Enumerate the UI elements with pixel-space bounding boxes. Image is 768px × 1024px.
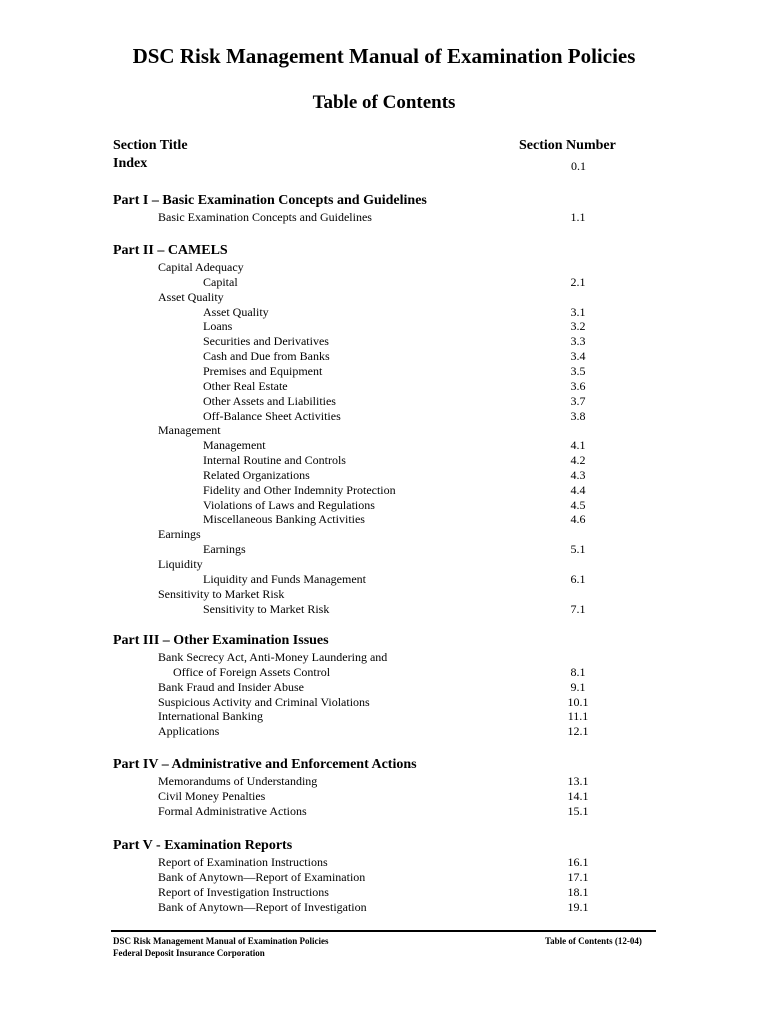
section-number: 15.1 xyxy=(567,803,589,818)
section-number: 3.2 xyxy=(570,319,586,334)
section-number: 12.1 xyxy=(567,724,589,739)
entry-title: Bank of Anytown—Report of Examination xyxy=(158,869,366,884)
toc-entry[interactable] xyxy=(0,527,768,542)
part-title: Part V - Examination Reports xyxy=(113,838,293,853)
section-number: 1.1 xyxy=(570,210,586,224)
toc-entry[interactable] xyxy=(0,709,768,724)
toc-entry[interactable] xyxy=(0,870,768,885)
toc-entry[interactable] xyxy=(0,468,768,483)
entry-title: Suspicious Activity and Criminal Violations xyxy=(158,694,370,709)
entry-title: Capital xyxy=(203,274,238,289)
toc-entry[interactable] xyxy=(0,453,768,468)
section-number: 3.4 xyxy=(570,349,586,364)
entry-title: Violations of Laws and Regulations xyxy=(203,497,375,512)
section-number: 17.1 xyxy=(567,869,589,884)
toc-entry[interactable] xyxy=(0,665,768,680)
section-number: 19.1 xyxy=(567,899,589,914)
toc-entry[interactable] xyxy=(0,349,768,364)
toc-entry[interactable] xyxy=(0,210,768,225)
toc-entry[interactable] xyxy=(0,587,768,602)
entry-title: Other Real Estate xyxy=(203,378,288,393)
section-number: 4.6 xyxy=(570,512,586,527)
toc-entry[interactable] xyxy=(0,680,768,695)
toc-part-heading xyxy=(0,243,768,258)
section-number-column-header: Section Number xyxy=(519,138,616,153)
toc-entry[interactable] xyxy=(0,275,768,290)
toc-part-heading xyxy=(0,757,768,772)
section-number: 14.1 xyxy=(567,788,589,803)
entry-title: Bank Secrecy Act, Anti-Money Laundering and xyxy=(158,650,388,664)
toc-entry[interactable] xyxy=(0,260,768,275)
section-number: 4.2 xyxy=(570,453,586,468)
section-number: 4.1 xyxy=(570,438,586,453)
entry-title: Sensitivity to Market Risk xyxy=(158,586,285,601)
toc-entry[interactable] xyxy=(0,774,768,789)
entry-title: Miscellaneous Banking Activities xyxy=(203,512,365,527)
toc-entry[interactable] xyxy=(0,695,768,710)
section-number: 4.5 xyxy=(570,497,586,512)
section-number: 6.1 xyxy=(570,571,586,586)
toc-entry[interactable] xyxy=(0,900,768,915)
section-number: 4.4 xyxy=(570,482,586,497)
toc-entry[interactable] xyxy=(0,319,768,334)
entry-title: Related Organizations xyxy=(203,467,310,482)
section-number: 10.1 xyxy=(567,694,589,709)
entry-title: Sensitivity to Market Risk xyxy=(203,601,330,616)
part-title: Part II – CAMELS xyxy=(113,243,228,258)
entry-title: Earnings xyxy=(158,527,201,542)
section-number: 3.8 xyxy=(570,408,586,423)
footer-manual-title: DSC Risk Management Manual of Examination Policies xyxy=(113,936,329,946)
entry-title: Applications xyxy=(158,724,220,739)
entry-title: Liquidity and Funds Management xyxy=(203,571,366,586)
entry-title: Management xyxy=(158,423,221,438)
section-number: 7.1 xyxy=(570,601,586,616)
section-title-column-header: Section Title xyxy=(113,138,188,153)
part-title: Part III – Other Examination Issues xyxy=(113,633,329,648)
section-number: 2.1 xyxy=(570,274,586,289)
section-number: 3.3 xyxy=(570,334,586,349)
part-title: Part I – Basic Examination Concepts and Guidelines xyxy=(113,193,427,208)
entry-title: Earnings xyxy=(203,542,246,557)
entry-title: Management xyxy=(203,438,266,453)
entry-title: Bank of Anytown—Report of Investigation xyxy=(158,899,367,914)
entry-title: International Banking xyxy=(158,709,263,724)
toc-entry[interactable] xyxy=(0,602,768,617)
toc-part-heading xyxy=(0,193,768,208)
footer-page-label: Table of Contents (12-04) xyxy=(545,936,642,946)
entry-title: Basic Examination Concepts and Guidelines xyxy=(158,210,372,224)
table-of-contents-heading: Table of Contents xyxy=(312,92,456,113)
entry-title: Fidelity and Other Indemnity Protection xyxy=(203,482,396,497)
section-number: 3.5 xyxy=(570,363,586,378)
toc-entry[interactable] xyxy=(0,789,768,804)
toc-entry[interactable] xyxy=(0,512,768,527)
toc-entry[interactable] xyxy=(0,483,768,498)
section-number: 5.1 xyxy=(570,542,586,557)
toc-entry[interactable] xyxy=(0,542,768,557)
section-number: 3.7 xyxy=(570,393,586,408)
part-title: Part IV – Administrative and Enforcement Actions xyxy=(113,757,417,772)
toc-entry[interactable] xyxy=(0,438,768,453)
toc-entry[interactable] xyxy=(0,290,768,305)
entry-title: Memorandums of Understanding xyxy=(158,774,318,788)
section-number: 11.1 xyxy=(567,709,589,724)
entry-title: Liquidity xyxy=(158,557,203,571)
toc-entry[interactable] xyxy=(0,423,768,438)
entry-title: Report of Examination Instructions xyxy=(158,855,328,869)
footer-agency-name: Federal Deposit Insurance Corporation xyxy=(113,948,265,958)
entry-title: Securities and Derivatives xyxy=(203,334,329,349)
section-number: 8.1 xyxy=(570,664,586,679)
section-number: 16.1 xyxy=(567,855,589,869)
entry-title: Off-Balance Sheet Activities xyxy=(203,408,341,423)
entry-title: Report of Investigation Instructions xyxy=(158,884,329,899)
entry-title: Other Assets and Liabilities xyxy=(203,393,336,408)
toc-part-heading xyxy=(0,838,768,853)
section-number: 18.1 xyxy=(567,884,589,899)
toc-entry[interactable] xyxy=(0,409,768,424)
toc-entry[interactable] xyxy=(0,572,768,587)
toc-entry[interactable] xyxy=(0,364,768,379)
toc-entry[interactable] xyxy=(0,498,768,513)
toc-entry[interactable] xyxy=(0,334,768,349)
footer-divider xyxy=(111,930,656,932)
entry-title: Bank Fraud and Insider Abuse xyxy=(158,679,304,694)
entry-title: Cash and Due from Banks xyxy=(203,349,330,364)
document-title: DSC Risk Management Manual of Examination Policies xyxy=(132,44,636,68)
toc-entry[interactable] xyxy=(0,724,768,739)
section-number: 13.1 xyxy=(567,774,589,788)
entry-title: Internal Routine and Controls xyxy=(203,453,346,468)
toc-part-heading xyxy=(0,633,768,648)
toc-entry[interactable] xyxy=(0,305,768,320)
section-number: 4.3 xyxy=(570,467,586,482)
toc-entry[interactable] xyxy=(0,855,768,870)
toc-entry[interactable] xyxy=(0,650,768,665)
toc-entry[interactable] xyxy=(0,557,768,572)
section-number: 9.1 xyxy=(570,679,586,694)
section-number: 3.6 xyxy=(570,378,586,393)
entry-title: Formal Administrative Actions xyxy=(158,803,307,818)
toc-entry[interactable] xyxy=(0,804,768,819)
entry-title: Capital Adequacy xyxy=(158,260,244,274)
toc-entry[interactable] xyxy=(0,885,768,900)
entry-title: Loans xyxy=(203,319,233,334)
index-entry-label[interactable]: Index xyxy=(113,156,148,171)
entry-title: Asset Quality xyxy=(158,289,224,304)
entry-title: Office of Foreign Assets Control xyxy=(173,664,331,679)
toc-entry[interactable] xyxy=(0,379,768,394)
section-number: 3.1 xyxy=(570,304,586,319)
entry-title: Premises and Equipment xyxy=(203,363,323,378)
index-entry-number: 0.1 xyxy=(571,159,586,173)
toc-entry[interactable] xyxy=(0,394,768,409)
entry-title: Civil Money Penalties xyxy=(158,788,266,803)
entry-title: Asset Quality xyxy=(203,304,269,319)
